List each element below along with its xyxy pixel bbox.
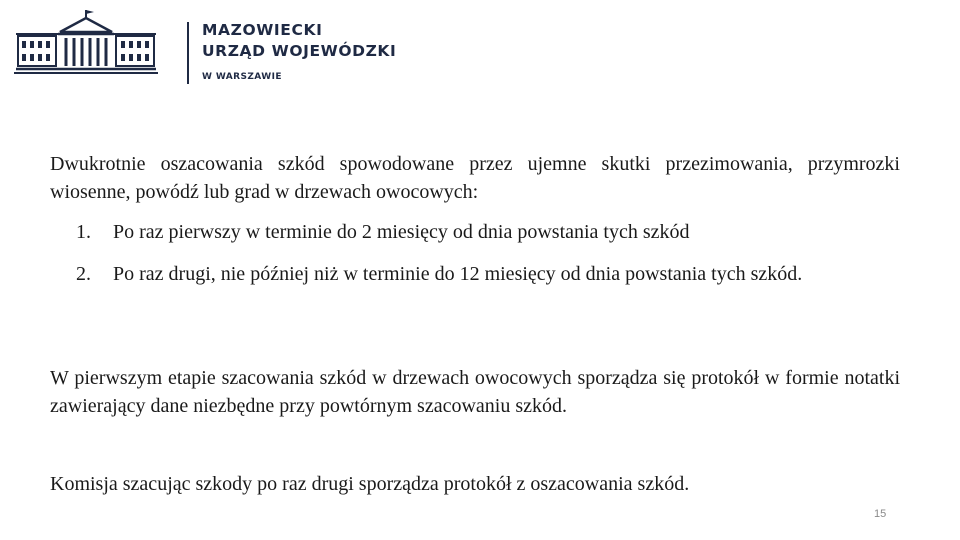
building-emblem-icon (14, 8, 159, 76)
numbered-list (50, 218, 900, 288)
list-item-number: 2. (76, 263, 91, 285)
logo-text (202, 20, 396, 82)
page-number: 15 (874, 508, 887, 520)
logo-title-line1: MAZOWIECKI (202, 21, 323, 39)
logo-title-line3: W WARSZAWIE (202, 72, 282, 82)
first-stage-paragraph: W pierwszym etapie szacowania szkód w drzewach owocowych sporządza się protokół w formie notatki zawierający dane niezbędne przy powtórnym szacowaniu szkód. (50, 367, 900, 417)
list-item-text: Po raz pierwszy w terminie do 2 miesięcy od dnia powstania tych szkód (113, 221, 690, 243)
list-item-text: Po raz drugi, nie później niż w terminie do 12 miesięcy od dnia powstania tych szkód. (113, 263, 803, 285)
logo-divider (187, 22, 189, 84)
logo-title-line2: URZĄD WOJEWÓDZKI (202, 42, 397, 60)
header-logo (14, 8, 397, 82)
second-stage-paragraph: Komisja szacując szkody po raz drugi sporządza protokół z oszacowania szkód. (50, 473, 690, 495)
intro-paragraph: Dwukrotnie oszacowania szkód spowodowane przez ujemne skutki przezimowania, przymrozki wiosenne, powódź lub grad w drzewach owocowych: (50, 153, 900, 203)
list-item (50, 260, 900, 288)
list-item (50, 218, 900, 246)
list-item-number: 1. (76, 221, 91, 243)
